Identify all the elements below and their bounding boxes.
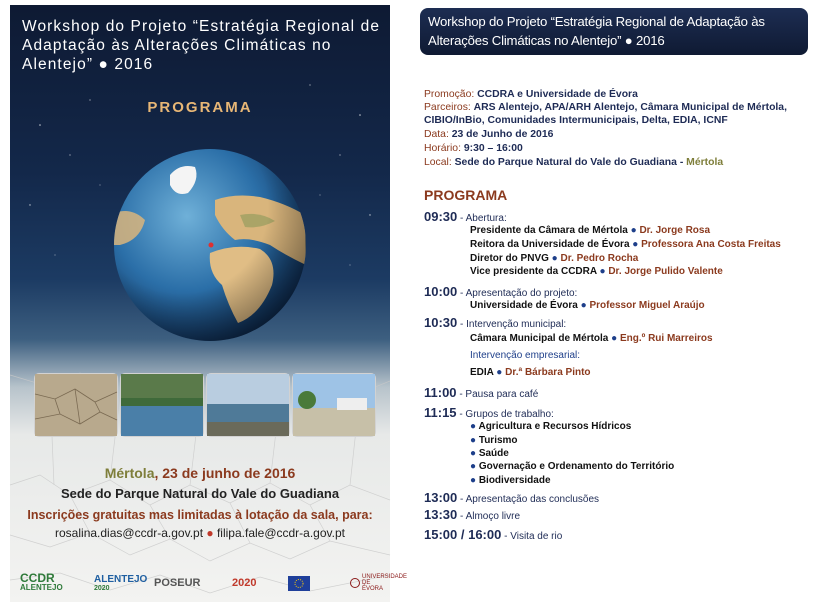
group-item: ● Governação e Ordenamento do Território (470, 461, 675, 472)
banner-title: Workshop do Projeto “Estratégia Regional de Adaptação às Alterações Climáticas no Alentejo” ● 2016 (428, 14, 765, 48)
agenda-intervencao: 10:30 - Intervenção municipal: (424, 315, 567, 330)
poster-emails (10, 526, 390, 540)
agenda-apresentacao: 10:00 - Apresentação do projeto: (424, 284, 578, 299)
poster-date: , 23 de junho de 2016 (154, 465, 296, 481)
data-line: Data: 23 de Junho de 2016 (424, 129, 554, 140)
poster-programa-heading: PROGRAMA (147, 99, 253, 116)
horario-line: Horário: 9:30 – 16:00 (424, 143, 523, 154)
agenda-grupos: 11:15 - Grupos de trabalho: (424, 405, 554, 420)
eu-flag-icon (288, 571, 310, 595)
group-item: ● Agricultura e Recursos Hídricos (470, 421, 632, 432)
poseur-logo: POSEUR (154, 577, 201, 589)
photo-park-building (292, 373, 376, 437)
poster-email-1[interactable]: rosalina.dias@ccdr-a.gov.pt (55, 526, 204, 540)
poster (10, 5, 408, 602)
agenda-visita: 15:00 / 16:00 - Visita de rio (424, 527, 563, 542)
speaker-row: Presidente da Câmara de Mértola ● Dr. Jorge Rosa (470, 225, 711, 236)
group-item: ● Biodiversidade (470, 475, 551, 486)
local-line: Local: Sede do Parque Natural do Vale do Guadiana - Mértola (424, 157, 724, 168)
speaker-row: EDIA ● Dr.ª Bárbara Pinto (470, 367, 591, 378)
agenda-conclusoes: 13:00 - Apresentação das conclusões (424, 490, 600, 505)
group-item: ● Turismo (470, 435, 518, 446)
parceiros-line: Parceiros: ARS Alentejo, APA/ARH Alentejo, Câmara Municipal de Mértola, CIBIO/InBio, Comunidades Intermunicipais, Delta, EDIA, ICNF (424, 102, 787, 127)
speaker-row: Universidade de Évora ● Professor Miguel Araújo (470, 300, 705, 311)
ccdr-alentejo-logo: CCDR ALENTEJO (20, 571, 63, 592)
alentejo-2020-logo: ALENTEJO 2020 (94, 574, 148, 592)
agenda-pausa: 11:00 - Pausa para café (424, 385, 539, 400)
intervencao-empresarial-label: Intervenção empresarial: (470, 350, 581, 361)
poster-place: Mértola (104, 465, 155, 481)
photo-river (120, 373, 204, 437)
agenda-almoco: 13:30 - Almoço livre (424, 507, 521, 522)
photo-dry-soil (34, 373, 118, 437)
poster-venue: Sede do Parque Natural do Vale do Guadiana (60, 486, 340, 501)
group-item: ● Saúde (470, 448, 509, 459)
agenda-abertura: 09:30 - Abertura: (424, 209, 507, 224)
program-banner (420, 8, 808, 55)
poster-title: Workshop do Projeto “Estratégia Regional de Adaptação às Alterações Climáticas no Alentejo” ● 2016 (22, 18, 381, 73)
universidade-evora-logo: UNIVERSIDADE DE ÉVORA (350, 571, 390, 595)
sponsor-logos (20, 571, 408, 595)
speaker-row: Câmara Municipal de Mértola ● Eng.º Rui Marreiros (470, 333, 713, 344)
portugal-2020-logo: 2020 (232, 577, 257, 589)
promocao-line: Promoção: CCDRA e Universidade de Évora (424, 89, 638, 100)
poster-email-2[interactable]: filipa.fale@ccdr-a.gov.pt (216, 526, 345, 540)
photo-strip (34, 373, 374, 435)
earth-globe-image (110, 145, 310, 345)
speaker-row: Vice presidente da CCDRA ● Dr. Jorge Pulido Valente (470, 266, 723, 277)
bullet-dot: ● (203, 526, 217, 540)
poster-date-line (10, 465, 390, 481)
speaker-row: Diretor do PNVG ● Dr. Pedro Rocha (470, 253, 639, 264)
speaker-row: Reitora da Universidade de Évora ● Professora Ana Costa Freitas (470, 239, 781, 250)
programa-heading: PROGRAMA (424, 187, 508, 203)
poster-registration-note: Inscrições gratuitas mas limitadas à lotação da sala, para: (27, 508, 373, 522)
photo-coast (206, 373, 290, 437)
